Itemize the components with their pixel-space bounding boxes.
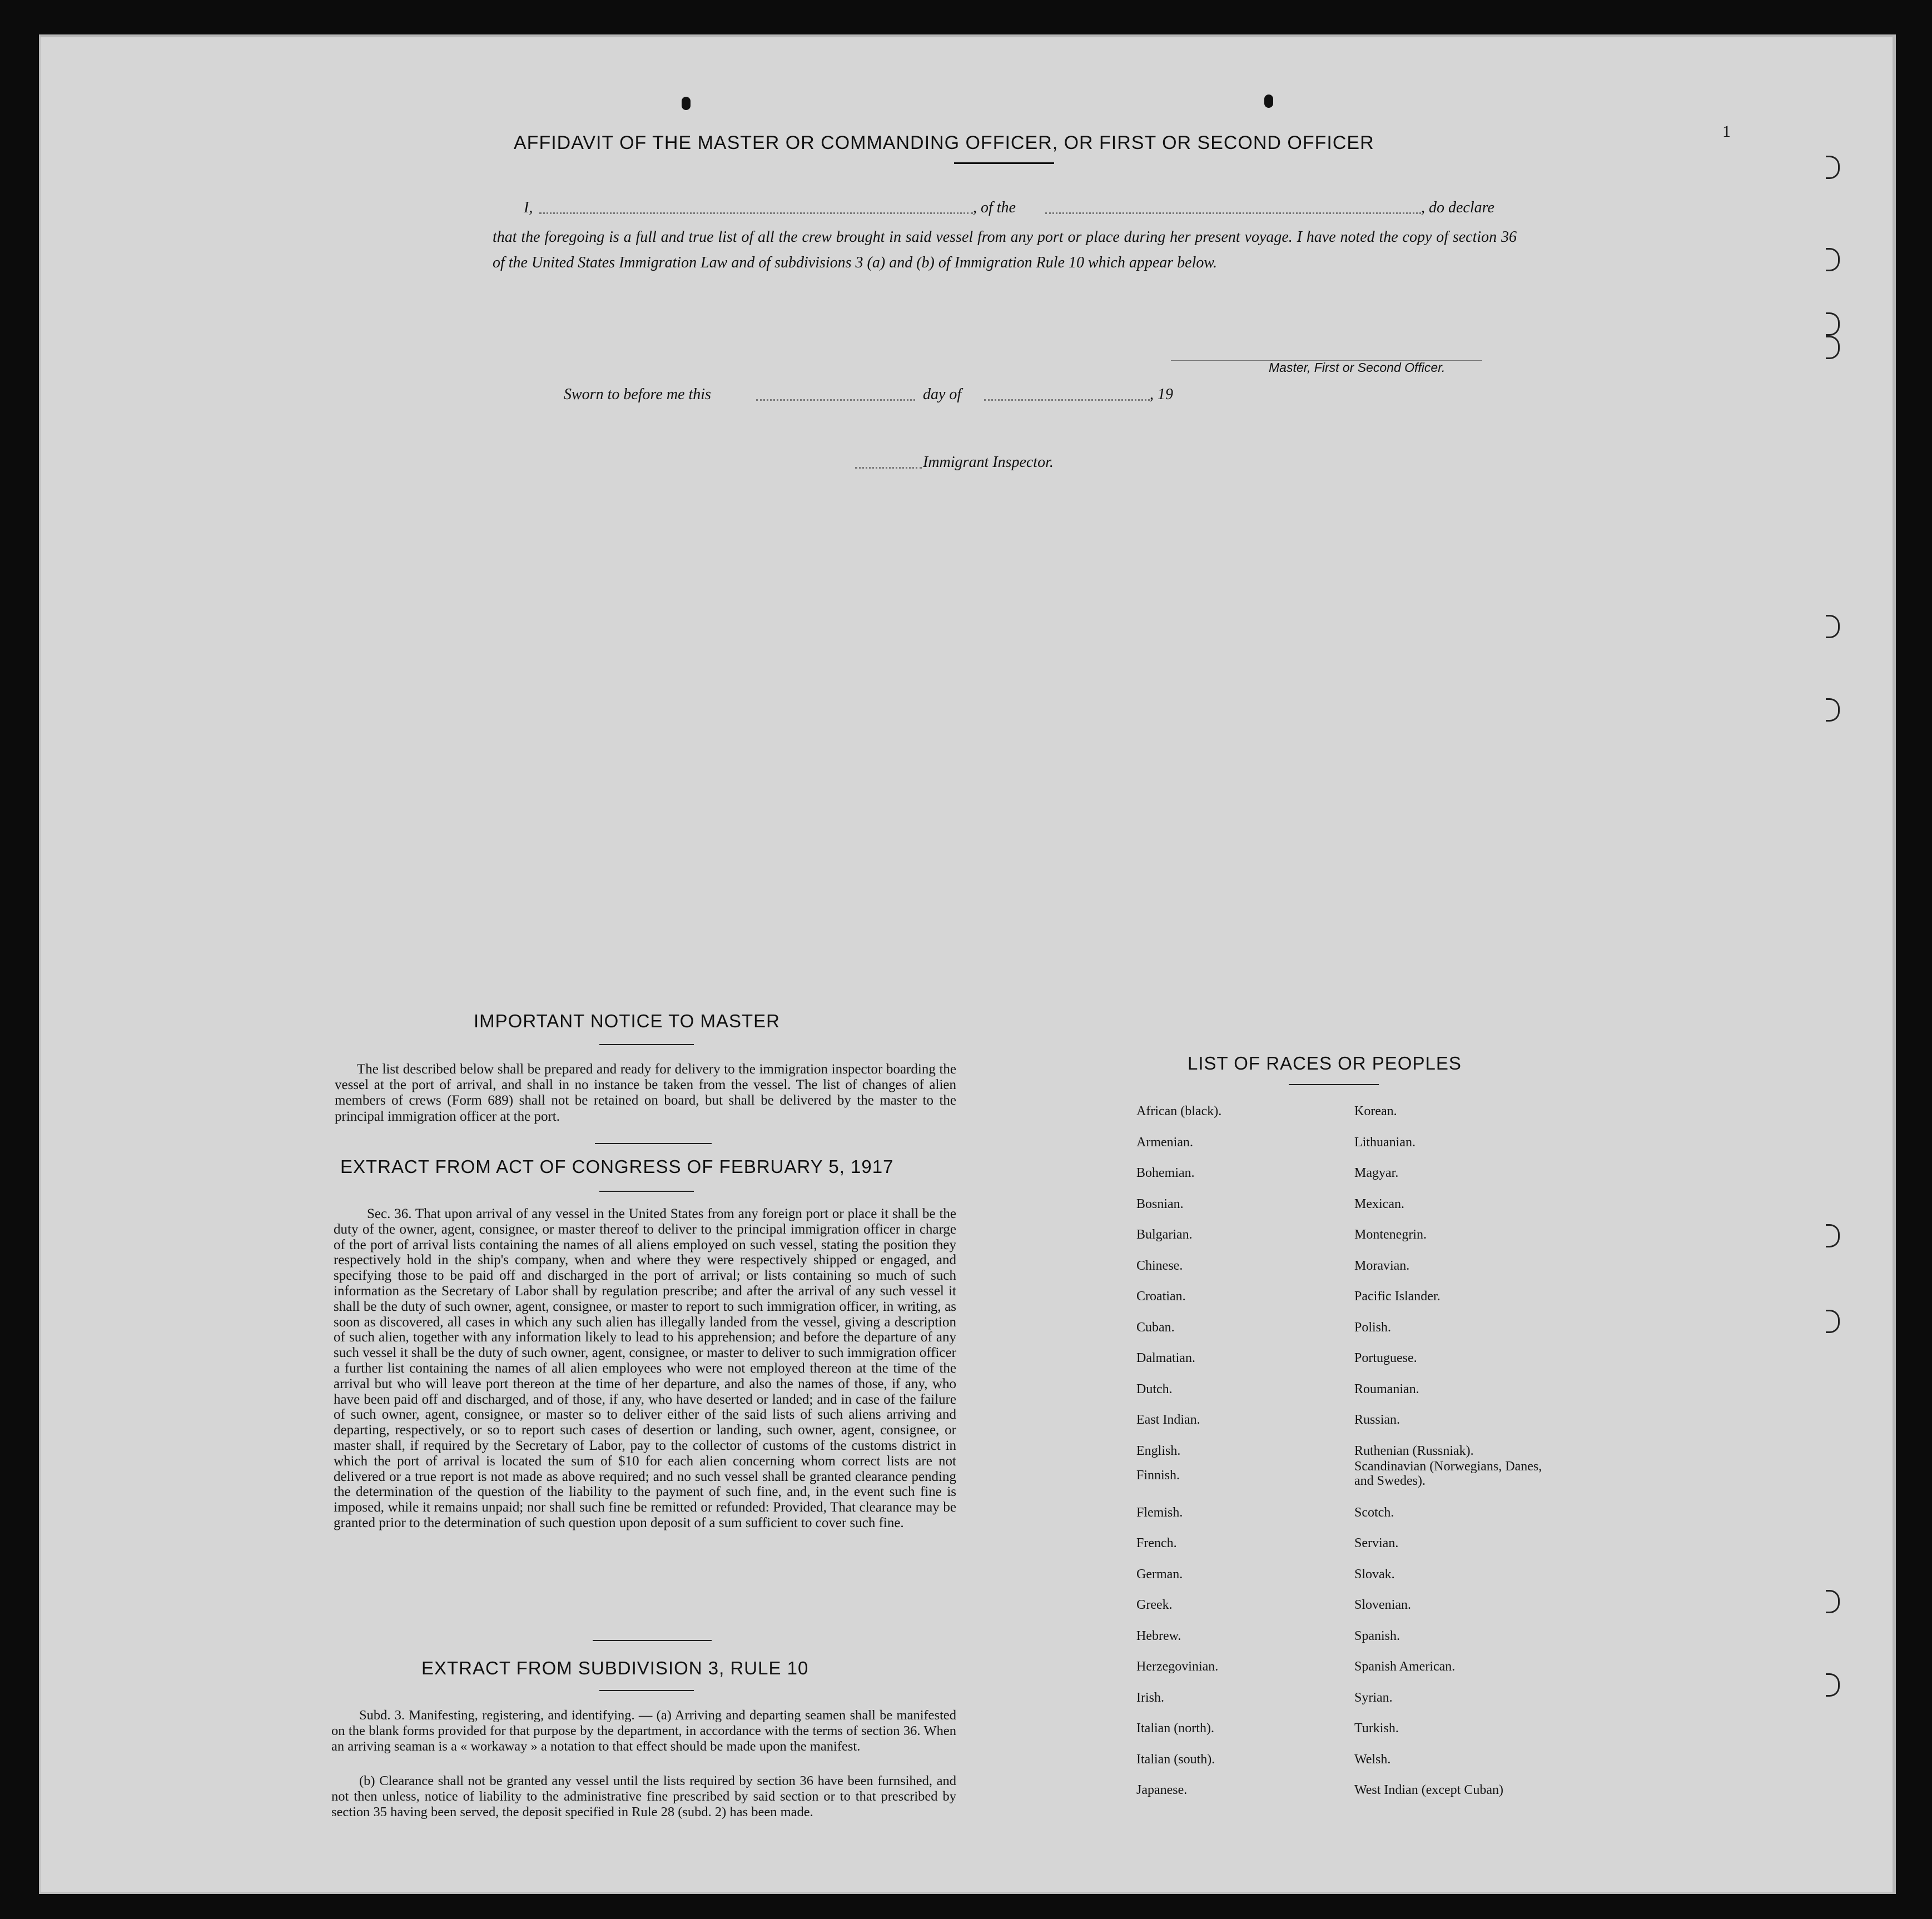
day-of-label: day of bbox=[923, 386, 962, 403]
race-item: Portuguese. bbox=[1354, 1351, 1417, 1365]
margin-tab-icon bbox=[1826, 336, 1840, 359]
race-item: Welsh. bbox=[1354, 1752, 1391, 1767]
margin-tab-icon bbox=[1826, 1310, 1840, 1333]
margin-tab-icon bbox=[1826, 248, 1840, 271]
race-item: Mexican. bbox=[1354, 1196, 1404, 1211]
notice-title: IMPORTANT NOTICE TO MASTER bbox=[474, 1011, 781, 1031]
race-item: Croatian. bbox=[1136, 1289, 1186, 1304]
act-body: Sec. 36. That upon arrival of any vessel in the United States from any foreign port or place it shall be the duty of the owner, agent, consignee, or master thereof to deliver to the principal immigration officer in charge of the port of arrival lists containing the names of all aliens employed on such vessel, stating the position they respectively hold in the ship's company, when and where they were respectively shipped or engaged, and specifying those to be paid off and discharged in the port of arrival; or lists containing so much of such information as the Secretary of Labor shall by regulation prescribe; and after the arrival of any such vessel it shall be the duty of such owner, agent, consignee, or master to report to such immigration officer, in writing, as soon as discovered, all cases in which any such alien has illegally landed from the vessel, giving a description of such alien, together with any information likely to lead to his apprehension; and before the departure of any such vessel it shall be the duty of such owner, agent, consignee, or master to deliver to such immigration officer a further list containing the names of all alien employees who were not employed thereon at the time of the arrival but who will leave port thereon at the time of her departure, and also the names of those, if any, who have been paid off and discharged, and of those, if any, who have deserted or landed; and in case of the failure of such owner, agent, consignee, or master so to deliver either of the said lists of such aliens arriving and departing, respectively, or so to report such cases of desertion or landing, such owner, agent, consignee, or master shall, if required by the Secretary of Labor, pay to the collector of customs of the customs district in which the port of arrival is located the sum of $10 for each alien concerning whom correct lists are not delivered or a true report is not made as above required; and no such vessel shall be granted clearance pending the determination of the question of the liability to the payment of such fine, and, in the event such fine is imposed, while it remains unpaid; nor shall such fine be remitted or refunded: Provided, That clearance may be granted prior to the determination of such question upon deposit of a sum sufficient to cover such fine. bbox=[334, 1206, 956, 1530]
race-item: Italian (south). bbox=[1136, 1752, 1215, 1767]
margin-tab-icon bbox=[1826, 1673, 1840, 1697]
race-item: Moravian. bbox=[1354, 1258, 1410, 1273]
race-item: Spanish. bbox=[1354, 1628, 1400, 1643]
title-underline bbox=[954, 162, 1054, 164]
race-item: Russian. bbox=[1354, 1413, 1400, 1427]
signature-label: Master, First or Second Officer. bbox=[1269, 360, 1446, 375]
inspector-label: Immigrant Inspector. bbox=[923, 454, 1054, 471]
race-item: Montenegrin. bbox=[1354, 1227, 1427, 1242]
races-title: LIST OF RACES OR PEOPLES bbox=[1188, 1053, 1462, 1073]
race-item: French. bbox=[1136, 1536, 1177, 1550]
margin-tab-icon bbox=[1826, 312, 1840, 336]
rule-body-a: Subd. 3. Manifesting, registering, and identifying. — (a) Arriving and departing seamen shall be manifested on the blank forms provided for that purpose by the department, in accordance with the terms of section 36. When an arriving seaman is a « workaway » a notation to that effect should be made upon the manifest. bbox=[331, 1708, 956, 1754]
race-item: Hebrew. bbox=[1136, 1628, 1181, 1643]
race-item: English. bbox=[1136, 1443, 1181, 1458]
race-item: Flemish. bbox=[1136, 1505, 1183, 1520]
affidavit-line1-declare: , do declare bbox=[1421, 199, 1494, 216]
paper-edge bbox=[1893, 34, 1896, 1894]
sworn-label: Sworn to before me this bbox=[564, 386, 711, 403]
rule-body-b: (b) Clearance shall not be granted any vessel until the lists required by section 36 have been furnsihed, and not then unless, notice of liability to the administrative fine prescribed by said section or to that prescribed by section 35 having been served, the deposit specified in Rule 28 (subd. 2) has been made. bbox=[331, 1773, 956, 1820]
margin-tab-icon bbox=[1826, 156, 1840, 179]
year-label: , 19 bbox=[1150, 386, 1173, 403]
race-item: Syrian. bbox=[1354, 1690, 1393, 1705]
rule-title: EXTRACT FROM SUBDIVISION 3, RULE 10 bbox=[421, 1658, 809, 1678]
race-item: Scotch. bbox=[1354, 1505, 1394, 1520]
race-item: Herzegovinian. bbox=[1136, 1659, 1219, 1674]
inspector-signature-line bbox=[855, 467, 922, 469]
margin-tab-icon bbox=[1826, 1224, 1840, 1247]
race-item: Dalmatian. bbox=[1136, 1351, 1195, 1365]
race-item: Slovak. bbox=[1354, 1567, 1395, 1582]
race-item: Bosnian. bbox=[1136, 1196, 1184, 1211]
race-item: Scandinavian (Norwegians, Danes, and Swedes). bbox=[1354, 1459, 1542, 1488]
race-item: Roumanian. bbox=[1354, 1381, 1419, 1396]
page-number: 1 bbox=[1722, 122, 1731, 141]
race-item: Greek. bbox=[1136, 1598, 1173, 1612]
race-item: West Indian (except Cuban) bbox=[1354, 1783, 1503, 1797]
punch-hole-icon bbox=[1264, 95, 1273, 108]
race-item: Spanish American. bbox=[1354, 1659, 1456, 1674]
affidavit-title: AFFIDAVIT OF THE MASTER OR COMMANDING OFFICER, OR FIRST OR SECOND OFFICER bbox=[514, 132, 1374, 153]
margin-tab-icon bbox=[1826, 1590, 1840, 1613]
punch-hole-icon bbox=[682, 97, 691, 110]
section-divider bbox=[595, 1143, 712, 1144]
section-divider bbox=[593, 1640, 712, 1641]
race-item: Korean. bbox=[1354, 1104, 1397, 1118]
race-item: Irish. bbox=[1136, 1690, 1164, 1705]
notice-body: The list described below shall be prepared and ready for delivery to the immigration inspector boarding the vessel at the port of arrival, and shall in no instance be taken from the vessel. The list of changes of alien members of crews (Form 689) shall not be retained on board, but shall be delivered by the master to the principal immigration officer at the port. bbox=[335, 1062, 956, 1124]
month-field-line bbox=[984, 399, 1150, 401]
race-item: German. bbox=[1136, 1567, 1183, 1582]
race-item: Bulgarian. bbox=[1136, 1227, 1193, 1242]
race-item: Magyar. bbox=[1354, 1166, 1399, 1180]
paper-edge bbox=[39, 34, 1896, 37]
notice-underline bbox=[599, 1044, 694, 1045]
name-field-line bbox=[539, 212, 973, 214]
race-item: Bohemian. bbox=[1136, 1166, 1195, 1180]
race-item: Dutch. bbox=[1136, 1381, 1173, 1396]
race-item: Turkish. bbox=[1354, 1721, 1399, 1736]
race-item: Servian. bbox=[1354, 1536, 1399, 1550]
races-right-column bbox=[1354, 1104, 1543, 1814]
race-item: Pacific Islander. bbox=[1354, 1289, 1441, 1304]
race-item: Polish. bbox=[1354, 1320, 1392, 1335]
document-sheet bbox=[39, 34, 1896, 1894]
races-underline bbox=[1289, 1084, 1379, 1085]
race-item: Italian (north). bbox=[1136, 1721, 1214, 1736]
act-title: EXTRACT FROM ACT OF CONGRESS OF FEBRUARY 5, 1917 bbox=[340, 1156, 894, 1177]
race-item: Lithuanian. bbox=[1354, 1135, 1416, 1150]
act-underline bbox=[599, 1191, 694, 1192]
race-item: Chinese. bbox=[1136, 1258, 1183, 1273]
margin-tab-icon bbox=[1826, 615, 1840, 638]
race-item: Cuban. bbox=[1136, 1320, 1175, 1335]
margin-tab-icon bbox=[1826, 698, 1840, 722]
race-item: African (black). bbox=[1136, 1104, 1222, 1118]
affidavit-line1-i: I, bbox=[524, 199, 533, 216]
day-field-line bbox=[756, 399, 915, 401]
race-item: Ruthenian (Russniak). bbox=[1354, 1443, 1474, 1458]
rule-underline bbox=[599, 1690, 694, 1691]
race-item: Japanese. bbox=[1136, 1783, 1188, 1797]
race-item: East Indian. bbox=[1136, 1413, 1200, 1427]
affidavit-body: that the foregoing is a full and true list of all the crew brought in said vessel from any port or place during her present voyage. I have noted the copy of section 36 of the United States Immigration Law and of subdivisions 3 (a) and (b) of Immigration Rule 10 which appear below. bbox=[493, 228, 1517, 271]
race-item: Finnish. bbox=[1136, 1468, 1180, 1483]
race-item: Slovenian. bbox=[1354, 1598, 1411, 1612]
affidavit-line1-of: , of the bbox=[973, 199, 1016, 216]
bleed-through bbox=[39, 34, 1896, 1894]
vessel-field-line bbox=[1045, 212, 1421, 214]
race-item: Armenian. bbox=[1136, 1135, 1193, 1150]
races-left-column bbox=[1136, 1104, 1337, 1814]
